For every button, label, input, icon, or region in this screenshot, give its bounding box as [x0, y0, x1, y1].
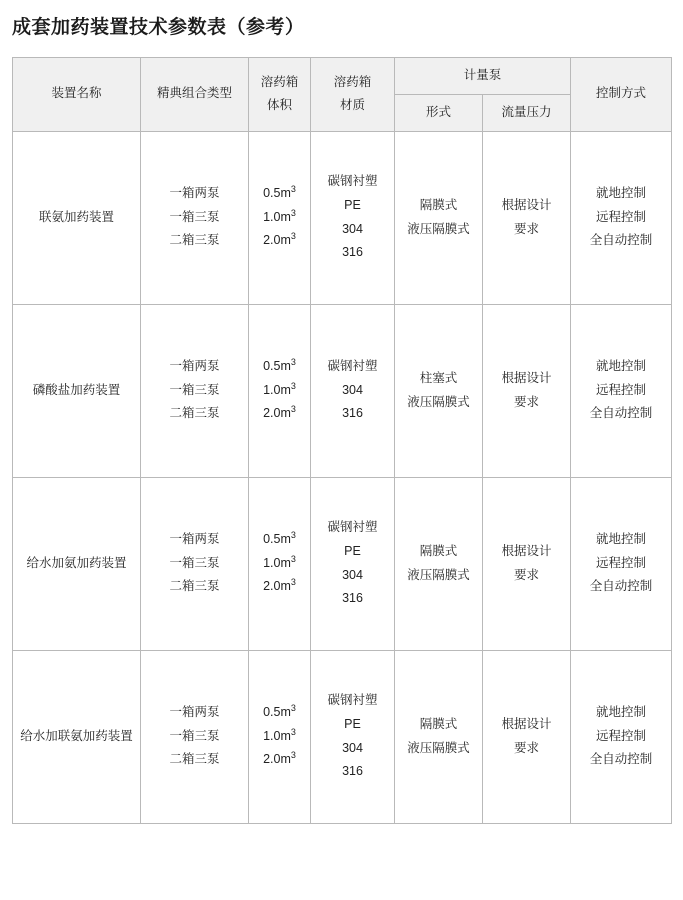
cell-control-mode	[571, 131, 672, 304]
combo-type-line: 一箱两泵	[169, 704, 220, 719]
cell-pump-form	[395, 131, 483, 304]
cell-pump-flow	[483, 304, 571, 477]
header-combo-type: 精典组合类型	[141, 58, 249, 132]
cell-tank-material	[311, 304, 395, 477]
cell-combo-type	[141, 131, 249, 304]
table-row	[13, 131, 672, 304]
combo-type-line: 一箱三泵	[169, 382, 220, 397]
pump-flow-line: 根据设计	[501, 716, 552, 731]
combo-type-line: 一箱三泵	[169, 728, 220, 743]
tank-volume-line: $0.5m^3$	[263, 529, 296, 546]
cell-pump-flow	[483, 477, 571, 650]
tank-material-line: 316	[342, 406, 363, 421]
cell-tank-volume	[249, 650, 311, 823]
tank-material-line: 304	[342, 740, 363, 755]
combo-type-line: 一箱三泵	[169, 209, 220, 224]
header-tank-material-line2: 材质	[339, 98, 365, 113]
table-header	[13, 58, 672, 132]
tank-volume-line: $2.0m^3$	[263, 404, 296, 421]
header-tank-material	[311, 58, 395, 132]
control-mode-line: 就地控制	[596, 185, 647, 200]
pump-form-line: 柱塞式	[419, 370, 458, 385]
pump-flow-line: 要求	[514, 394, 540, 409]
tank-material-line: PE	[344, 543, 361, 558]
combo-type-line: 二箱三泵	[169, 752, 220, 767]
pump-form-line: 隔膜式	[419, 716, 458, 731]
tank-material-line: 304	[342, 382, 363, 397]
control-mode-line: 远程控制	[596, 209, 647, 224]
header-pump-group: 计量泵	[395, 58, 571, 95]
header-pump-form: 形式	[395, 94, 483, 131]
tank-volume-line: $0.5m^3$	[263, 356, 296, 373]
cell-pump-form	[395, 477, 483, 650]
cell-tank-volume	[249, 304, 311, 477]
combo-type-line: 一箱三泵	[169, 555, 220, 570]
pump-form-line: 隔膜式	[419, 543, 458, 558]
cell-tank-volume	[249, 477, 311, 650]
cell-device-name: 给水加联氨加药装置	[13, 650, 141, 823]
combo-type-line: 一箱两泵	[169, 531, 220, 546]
tank-volume-line: $1.0m^3$	[263, 380, 296, 397]
control-mode-line: 全自动控制	[589, 752, 653, 767]
table-row	[13, 477, 672, 650]
pump-form-line: 液压隔膜式	[407, 394, 470, 409]
header-device-name: 装置名称	[13, 58, 141, 132]
tank-volume-line: $2.0m^3$	[263, 577, 296, 594]
cell-tank-material	[311, 650, 395, 823]
technical-parameters-table	[12, 57, 672, 824]
cell-control-mode	[571, 650, 672, 823]
tank-volume-line: $1.0m^3$	[263, 207, 296, 224]
pump-flow-line: 根据设计	[501, 370, 552, 385]
tank-material-line: 316	[342, 591, 363, 606]
table-row	[13, 304, 672, 477]
control-mode-line: 全自动控制	[589, 233, 653, 248]
tank-volume-line: $0.5m^3$	[263, 702, 296, 719]
control-mode-line: 就地控制	[596, 358, 647, 373]
cell-combo-type	[141, 304, 249, 477]
pump-flow-line: 要求	[514, 567, 540, 582]
pump-form-line: 隔膜式	[419, 197, 458, 212]
cell-pump-form	[395, 304, 483, 477]
pump-form-line: 液压隔膜式	[407, 567, 470, 582]
control-mode-line: 全自动控制	[589, 579, 653, 594]
tank-material-line: 304	[342, 567, 363, 582]
combo-type-line: 二箱三泵	[169, 406, 220, 421]
tank-material-line: 304	[342, 221, 363, 236]
cell-combo-type	[141, 477, 249, 650]
tank-material-line: 碳钢衬塑	[327, 174, 378, 188]
cell-tank-material	[311, 131, 395, 304]
control-mode-line: 全自动控制	[589, 406, 653, 421]
page-title: 成套加药装置技术参数表（参考）	[12, 17, 305, 38]
table-body	[13, 131, 672, 823]
control-mode-line: 远程控制	[596, 555, 647, 570]
cell-tank-volume	[249, 131, 311, 304]
header-pump-flow: 流量压力	[483, 94, 571, 131]
tank-material-line: 碳钢衬塑	[327, 358, 378, 373]
cell-tank-material	[311, 477, 395, 650]
combo-type-line: 二箱三泵	[169, 233, 220, 248]
tank-material-line: 碳钢衬塑	[327, 693, 378, 707]
tank-volume-line: $2.0m^3$	[263, 231, 296, 248]
header-tank-volume	[249, 58, 311, 132]
header-tank-material-line1: 溶药箱	[333, 74, 372, 89]
table-header-row-1	[13, 58, 672, 95]
combo-type-line: 一箱两泵	[169, 185, 220, 200]
tank-material-line: PE	[344, 716, 361, 731]
tank-material-line: 碳钢衬塑	[327, 520, 378, 534]
cell-pump-flow	[483, 650, 571, 823]
header-tank-volume-line1: 溶药箱	[260, 74, 299, 89]
header-tank-volume-line2: 体积	[266, 98, 292, 113]
tank-material-line: 316	[342, 245, 363, 260]
pump-flow-line: 根据设计	[501, 197, 552, 212]
pump-flow-line: 要求	[514, 221, 540, 236]
cell-pump-flow	[483, 131, 571, 304]
cell-control-mode	[571, 304, 672, 477]
table-row	[13, 650, 672, 823]
tank-material-line: 316	[342, 764, 363, 779]
pump-flow-line: 根据设计	[501, 543, 552, 558]
header-control-mode: 控制方式	[571, 58, 672, 132]
pump-form-line: 液压隔膜式	[407, 740, 470, 755]
cell-combo-type	[141, 650, 249, 823]
tank-volume-line: $1.0m^3$	[263, 553, 296, 570]
control-mode-line: 就地控制	[596, 704, 647, 719]
document-page	[0, 12, 683, 824]
pump-flow-line: 要求	[514, 740, 540, 755]
pump-form-line: 液压隔膜式	[407, 221, 470, 236]
control-mode-line: 远程控制	[596, 382, 647, 397]
tank-volume-line: $2.0m^3$	[263, 750, 296, 767]
cell-pump-form	[395, 650, 483, 823]
cell-device-name: 给水加氨加药装置	[13, 477, 141, 650]
control-mode-line: 就地控制	[596, 531, 647, 546]
control-mode-line: 远程控制	[596, 728, 647, 743]
combo-type-line: 一箱两泵	[169, 358, 220, 373]
combo-type-line: 二箱三泵	[169, 579, 220, 594]
tank-volume-line: $1.0m^3$	[263, 726, 296, 743]
cell-device-name: 联氨加药装置	[13, 131, 141, 304]
tank-volume-line: $0.5m^3$	[263, 183, 296, 200]
cell-device-name: 磷酸盐加药装置	[13, 304, 141, 477]
cell-control-mode	[571, 477, 672, 650]
tank-material-line: PE	[344, 197, 361, 212]
